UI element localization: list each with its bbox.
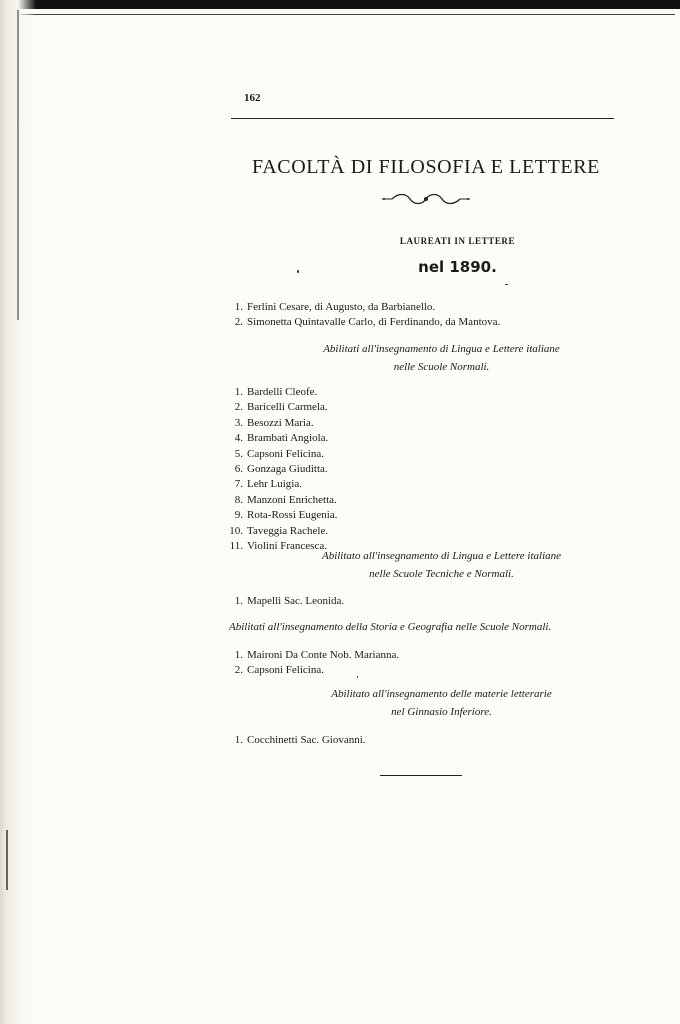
- flourish-ornament-icon: [380, 192, 472, 206]
- item-text: Lehr Luigia.: [247, 478, 302, 491]
- end-rule: [380, 775, 462, 776]
- laureati-list: [226, 300, 500, 331]
- scan-left-mark: [6, 830, 8, 890]
- header-rule: [231, 118, 614, 119]
- item-number: 3.: [234, 416, 243, 429]
- group2-heading: [230, 547, 615, 583]
- item-text: Baricelli Carmela.: [247, 401, 328, 414]
- item-text: Ferlini Cesare, di Augusto, da Barbianello.: [247, 301, 436, 313]
- item-text: Taveggia Rachele.: [247, 524, 329, 537]
- list-item: [226, 385, 337, 400]
- item-number: 8.: [234, 493, 243, 506]
- item-number: 5.: [234, 447, 243, 460]
- list-item: [226, 648, 399, 663]
- list-item: [226, 663, 399, 678]
- scan-left-rule: [17, 10, 19, 320]
- list-item: [226, 477, 337, 492]
- item-number: 2.: [234, 401, 243, 414]
- group4-heading: [230, 685, 615, 721]
- list-item: [226, 400, 337, 415]
- print-speck: [297, 270, 299, 273]
- item-number: 10.: [229, 524, 243, 537]
- page-number: 162: [244, 92, 261, 104]
- print-speck: [505, 284, 508, 285]
- scan-top-border: [0, 0, 680, 9]
- print-speck: [357, 676, 358, 678]
- list-item: [226, 524, 337, 539]
- item-text: Besozzi Maria.: [247, 416, 314, 429]
- list-item: [226, 462, 337, 477]
- item-text: Rota-Rossi Eugenia.: [247, 509, 338, 522]
- list-item: [226, 493, 337, 508]
- item-number: 1.: [234, 734, 243, 746]
- group1-list: [226, 385, 337, 554]
- list-item: [226, 594, 344, 609]
- item-text: Maironi Da Conte Nob. Marianna.: [247, 649, 400, 661]
- item-number: 1.: [234, 595, 243, 607]
- list-item: [226, 447, 337, 462]
- scan-top-line: [20, 14, 675, 15]
- item-number: 2.: [234, 316, 243, 329]
- section-heading: LAUREATI IN LETTERE: [399, 236, 516, 246]
- item-text: Gonzaga Giuditta.: [247, 463, 328, 476]
- item-number: 2.: [234, 664, 243, 677]
- group2-list: [226, 594, 344, 609]
- list-item: [226, 431, 337, 446]
- item-text: Capsoni Felicina.: [247, 664, 324, 677]
- group3-list: [226, 648, 399, 679]
- year-heading: nel 1890.: [418, 258, 497, 276]
- item-number: 4.: [234, 432, 243, 445]
- item-number: 1.: [234, 649, 243, 661]
- item-number: 7.: [234, 478, 243, 491]
- item-number: 1.: [234, 386, 243, 398]
- group1-heading-line1: Abilitati all'insegnamento di Lingua e Lettere italiane: [323, 343, 560, 355]
- list-item: [226, 416, 337, 431]
- list-item: [226, 733, 366, 748]
- item-text: Cocchinetti Sac. Giovanni.: [247, 734, 366, 746]
- group4-heading-line1: Abilitato all'insegnamento delle materie letterarie: [331, 688, 552, 700]
- item-number: 11.: [229, 540, 243, 553]
- item-text: Simonetta Quintavalle Carlo, di Ferdinando, da Mantova.: [247, 316, 501, 329]
- list-item: [226, 315, 500, 330]
- item-text: Violini Francesca.: [247, 540, 327, 553]
- group2-heading-line1: Abilitato all'insegnamento di Lingua e Lettere italiane: [321, 550, 562, 562]
- item-text: Capsoni Felicina.: [247, 447, 324, 460]
- group3-heading-line1: Abilitati all'insegnamento della Storia e Geografia nelle Scuole Normali.: [229, 621, 552, 633]
- group1-heading-line2: nelle Scuole Normali.: [393, 361, 490, 373]
- list-item: [226, 508, 337, 523]
- group4-list: [226, 733, 366, 748]
- item-number: 1.: [234, 301, 243, 313]
- group3-heading: [229, 618, 614, 636]
- item-text: Manzoni Enrichetta.: [247, 493, 337, 506]
- group4-heading-line2: nel Ginnasio Inferiore.: [391, 706, 492, 718]
- item-text: Bardelli Cleofe.: [247, 386, 318, 398]
- list-item: [226, 300, 500, 315]
- item-number: 6.: [234, 463, 243, 476]
- item-number: 9.: [234, 509, 243, 522]
- group2-heading-line2: nelle Scuole Tecniche e Normali.: [369, 568, 514, 580]
- group1-heading: [230, 340, 615, 376]
- page-title: FACOLTÀ DI FILOSOFIA E LETTERE: [252, 156, 600, 178]
- item-text: Mapelli Sac. Leonida.: [247, 595, 345, 607]
- item-text: Brambati Angiola.: [247, 432, 329, 445]
